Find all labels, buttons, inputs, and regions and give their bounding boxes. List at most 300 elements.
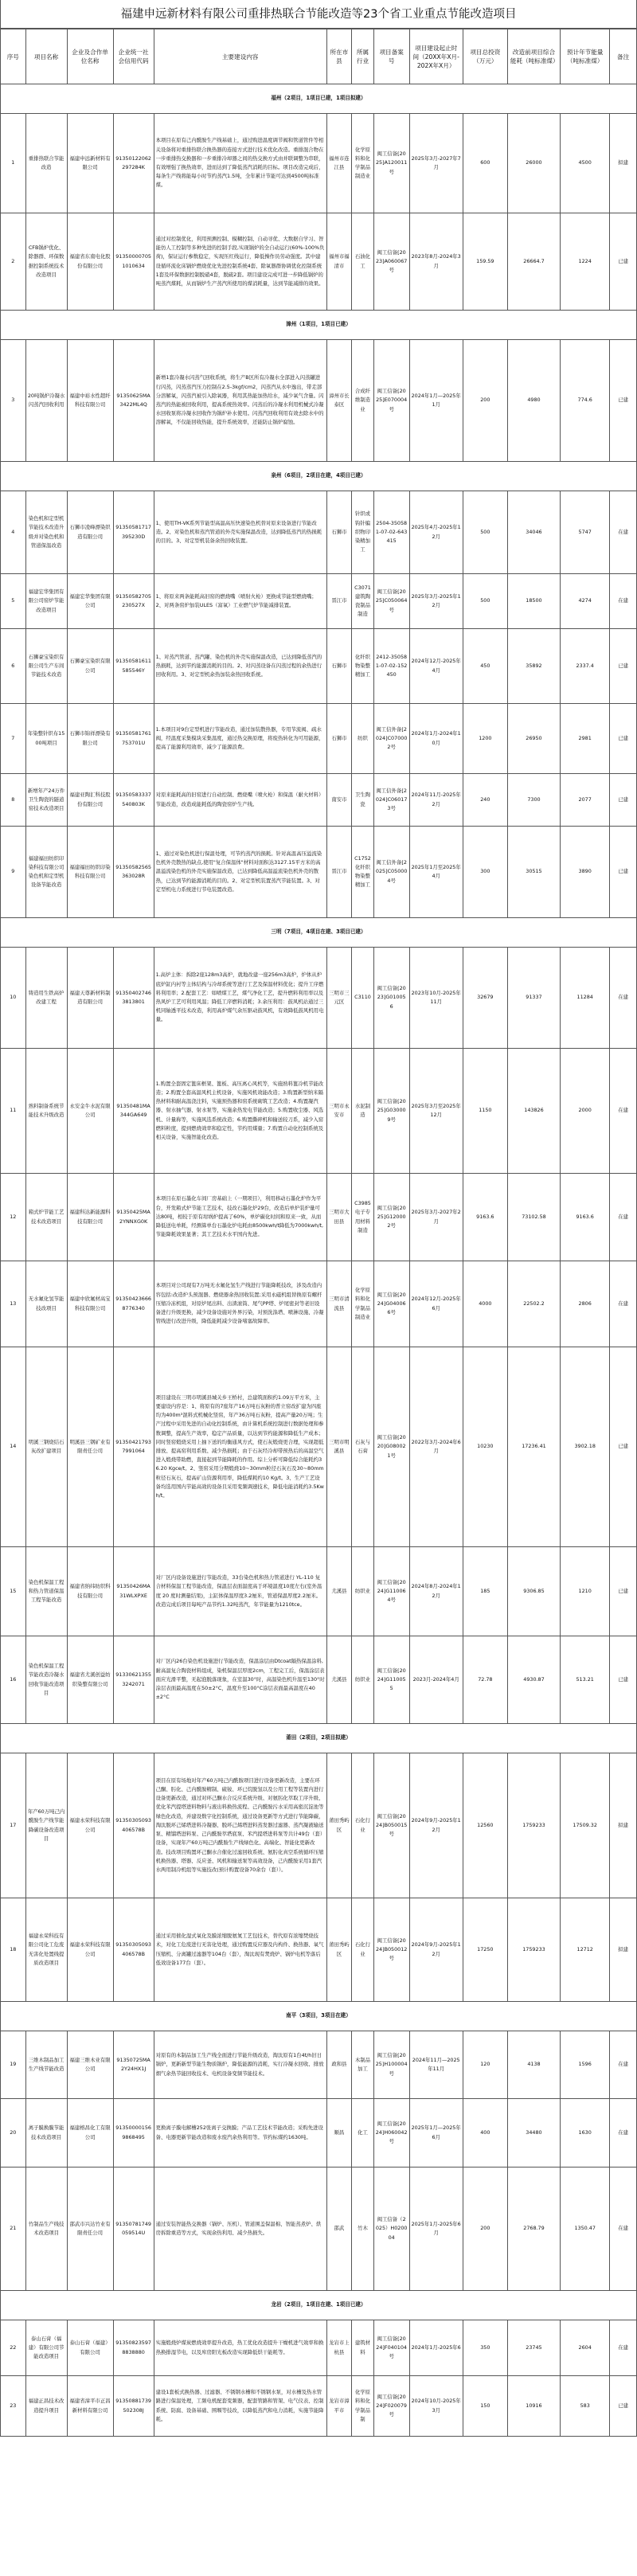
period: 2024年8月-2024年12月	[409, 1547, 463, 1636]
energy-saving: 12712	[561, 1898, 610, 2002]
projects-table	[0, 29, 637, 2437]
investment: 500	[463, 574, 507, 629]
record-no: 闽工信备[2024]G040066号	[373, 1261, 409, 1347]
credit-code: 913508235978838880	[113, 2320, 154, 2376]
build-content: 1、对蒸汽管道、蒸汽罐、染色机的外壳实施保温改造，已达到降低蒸汽的热损耗，达到节约能源消耗的目的。2、对闪蒸设备在闪蒸过程的余热进行回收利用。3、对定型机余热加装余热回收系统。	[154, 629, 326, 704]
credit-code: 91350725MA2Y24HX1J	[113, 2031, 154, 2099]
company-name: 福建省纳纬纺织科技有限公司	[67, 1547, 113, 1636]
period: 2022年3月-2024年6月	[409, 1347, 463, 1547]
build-content: 实施煅烧炉煤炭燃烧效率提升改造，热工优化改造提升干燥机进气效率和换热换排湿节电，以及库房阳光板改造实现降低烘干能耗等。	[154, 2320, 326, 2376]
project-name: 离子膜换膜节能技术改造项目	[25, 2099, 67, 2168]
city: 龙岩市上杭县	[326, 2320, 352, 2376]
energy-saving: 774.6	[561, 340, 610, 462]
energy-saving: 513.21	[561, 1636, 610, 1724]
record-no: 闽工信备[2020]G080021号	[373, 1347, 409, 1547]
energy-saving: 1350.47	[561, 2168, 610, 2291]
investment: 150	[463, 2376, 507, 2437]
header-energy-saving: 预计年节能量（吨标准煤）	[561, 29, 610, 84]
record-no: 闽工信备[2024]F020079号	[373, 2376, 409, 2437]
energy-before: 73102.58	[507, 1174, 560, 1261]
status-note: 在建	[610, 2099, 637, 2168]
period: 2025年1月—2025年6月	[409, 2099, 463, 2168]
investment: 4000	[463, 1261, 507, 1347]
energy-saving: 1630	[561, 2099, 610, 2168]
section-row	[1, 918, 637, 948]
company-name: 福建中欣氟材高宝科技有限公司	[67, 1261, 113, 1347]
investment: 9163.6	[463, 1174, 507, 1261]
credit-code: 91350426MA31WLXPXE	[113, 1547, 154, 1636]
energy-before: 10916	[507, 2376, 560, 2437]
investment: 200	[463, 340, 507, 462]
table-row	[1, 340, 637, 462]
energy-saving: 3890	[561, 827, 610, 918]
industry: C1752化纤织物染整精加工	[352, 827, 374, 918]
project-no: 6	[1, 629, 26, 704]
project-name: 泰山石膏（福建）有限公司节能改造项目	[25, 2320, 67, 2376]
energy-before: 7300	[507, 774, 560, 827]
project-name: 染色机保温工程和热力管道保温工程节能改造	[25, 1547, 67, 1636]
city: 福州市连江县	[326, 114, 352, 213]
city: 南安市	[326, 774, 352, 827]
period: 2025年3月至2025年12月	[409, 1049, 463, 1174]
header-credit-code: 企业统一社会信用代码	[113, 29, 154, 84]
credit-code: 91350881739502308J	[113, 2376, 154, 2437]
status-note: 已建	[610, 774, 637, 827]
project-no: 13	[1, 1261, 26, 1347]
investment: 1150	[463, 1049, 507, 1174]
energy-before: 23745	[507, 2320, 560, 2376]
project-name: 福建正昌技术改造提升项目	[25, 2376, 67, 2437]
project-name: 铸造用生铁高炉改建工程	[25, 948, 67, 1049]
industry: 卫生陶瓷	[352, 774, 374, 827]
energy-saving: 9163.6	[561, 1174, 610, 1261]
build-content: 对原有的木制品加工生产线全面进行节能升级改造，淘汰原有1台4t/h旧日锅炉，更新新型节能生物质锅炉，降低能源的消耗，实行冷凝水回收、排放烟气余热节能回收技术、电机设备变频节能技术。	[154, 2031, 326, 2099]
section-label: 莆田（2项目，2项目拟建）	[1, 1724, 637, 1753]
investment: 350	[463, 2320, 507, 2376]
build-content: 1.高炉主体：拆除2座128m3高炉，就地改建一座256m3高炉，炉体从炉底炉缸内衬等主体结构与冷却系统等进行工艺及保温材料优化；提升工序燃料利用率；2.配套工艺：如喷煤工艺，煤气净化工艺，提升燃料利用率以及热风炉工艺可利用风温；降低工序燃料消耗；3.余压利用：鼓风机站通过三机同轴透平技术改造，利用高炉煤气余压驱动鼓风机，有效降低鼓风机用电量。	[154, 948, 326, 1049]
industry: 化工	[352, 2099, 374, 2168]
project-name: 福建宏华集团有限公司窑炉节能改造项目	[25, 574, 67, 629]
section-row	[1, 2291, 637, 2320]
credit-code: 913504217937991064	[113, 1347, 154, 1547]
section-label: 泉州（6项目，2项目在建，4项目已建）	[1, 462, 637, 491]
header-period: 项目建设起止时间（20XX年X月-202X年X月）	[409, 29, 463, 84]
build-content: 本项目对公司现有7万吨无水氟化氢生产线进行节能降耗技改，涉及改造内容包括:改造炉头预混器、燃烧器余热回收装置;采用永磁机组替换原有螺杆压缩冷冻机组，对原炉尾出料、出渣滚筒、尾气PP塔、炉尾密封等老旧设备进行升级更换，减少设备设施对外界污染，对预洗涤塔、喷淋设施、冷凝管线进行改进升级，降低能耗减少设备堵塞故障率。	[154, 1261, 326, 1347]
energy-saving: 2604	[561, 2320, 610, 2376]
record-no: 闽工信备[2025]C050064号	[373, 574, 409, 629]
build-content: 更换离子膜电解槽252张离子交换膜；产品工艺技术节能改造；采购先进设备、电器更新节能改造和废水废汽余热利用等。节约标煤约1630吨。	[154, 2099, 326, 2168]
record-no: 闽工信备[2025]A120011号	[373, 114, 409, 213]
energy-before: 143826	[507, 1049, 560, 1174]
section-row	[1, 84, 637, 114]
period: 2024年12月-2025年4月	[409, 629, 463, 704]
status-note: 在建	[610, 2031, 637, 2099]
status-note: 在建	[610, 574, 637, 629]
period: 2025年3月-2025年12月	[409, 574, 463, 629]
city: 漳州市长泰区	[326, 340, 352, 462]
credit-code: 91350305093406578B	[113, 1753, 154, 1898]
company-name: 福建永荣科技有限公司	[67, 1898, 113, 2002]
table-row	[1, 704, 637, 774]
status-note: 已建	[610, 1547, 637, 1636]
company-name: 邵武市兴达竹业有限责任公司	[67, 2168, 113, 2291]
credit-code: 91350581717395230D	[113, 491, 154, 574]
project-no: 1	[1, 114, 26, 213]
period: 2025年3月-2027年7月	[409, 114, 463, 213]
city: 三明市明溪县	[326, 1347, 352, 1547]
company-name: 福建榕昌化工有限公司	[67, 2099, 113, 2168]
industry: 化学原料和化学制品制造业	[352, 114, 374, 213]
status-note: 拟建	[610, 114, 637, 213]
investment: 17250	[463, 1898, 507, 2002]
table-row	[1, 629, 637, 704]
company-name: 福建申远新材料有限公司	[67, 114, 113, 213]
page-title: 福建申远新材料有限公司重排热联合节能改造等23个省工业重点节能改造项目	[0, 0, 637, 29]
investment: 240	[463, 774, 507, 827]
status-note: 已建	[610, 213, 637, 311]
project-name: 染色机保温工程节能改造冷凝水回收节能改造项目	[25, 1636, 67, 1724]
industry: 建筑材料	[352, 2320, 374, 2376]
build-content: 项目在原有场地对年产60万吨己内酰胺项目进行设备更新改造，主要在环己酮、肟化、己内酰胺精制、硫铵、环已烷脱氢以及公用工程等装置内进行设备更新改造，通过对环己酮水合反应系统升级、对氨肟化萃取工序升级、优化苯汽提塔进料物料与液出料换热流程、己内酰胺污水采用高密沉淀池等绿色化改造，并建设数字化控制系统，通过设备更新等方式进行节能降碳，淘汰脱环己烯塔进料冷凝器、脱环己烯塔进料蒸发器过滤器、蒸汽凝液输送泵、精馏塔进料泵、己内酰胺萃塔底泵、苯汽提塔进料泵等共计49台（套）设备，实现年产60万吨己内酰胺生产线绿色化、高端化、智能化更新改造。技改项目购置环己酮水合催化过滤回收系统、氨肟化真空系统循环压缩机换热器、塔器、反应釜、风机和输送泵等高效设备，己内酰胺采用1套汽水两用制冷机组等实施技改(预计购置设备70余台（套））。	[154, 1753, 326, 1898]
company-name: 永安金牛水泥有限公司	[67, 1049, 113, 1174]
company-name: 福建中裕水性超纤科技有限公司	[67, 340, 113, 462]
build-content: 对原来能耗高的旧窑进行自动控制、燃烧嘴（喷火枪）和保温（耐火材料）节能改造，改造成能耗低的陶瓷窑炉生产线。	[154, 774, 326, 827]
header-investment: 项目总投资（万元）	[463, 29, 507, 84]
investment: 400	[463, 2099, 507, 2168]
project-name: 20吨锅炉冷凝水闪蒸汽回收利用	[25, 340, 67, 462]
status-note: 在建	[610, 948, 637, 1049]
city: 石狮市	[326, 491, 352, 574]
record-no: 闽工信外备[2024]C070002号	[373, 704, 409, 774]
record-no: 闽工信备[2024]G110055	[373, 1636, 409, 1724]
city: 莆田秀屿区	[326, 1753, 352, 1898]
project-name: 福建福田纺织印染科技有限公司染色机和定型机设备节能改造	[25, 827, 67, 918]
city: 莆田秀屿区	[326, 1898, 352, 2002]
build-content: 对厂区内26台染色机设施进行节能改造，保温涂层由Dtcoat隔热保温涂料,耐高温复合陶瓷材料组成，染机保温层厚度2cm，工程完工后，保温涂层表面应光滑平整，无起泡脱落现象，在室温30°时，高温染色机升温至130°时涂层表面最高温度在50±2°C，温度升至100°C涂层表面最高温度在40±2°C	[154, 1636, 326, 1724]
build-content: 1.购置全套固定篦床框架、篦板、高压离心风机等，实施熟料篦冷机节能改造；2.购置全套高温风机主机设备，实施风机效能改造；3.购置新型纳米隔热材料和耐高温浇注料，实施预热器和窑系统砌筑工艺改造；4.购置凝汽器、射水抽气器、射水泵等，实施余热发电节能改造；5.购置收尘器、风选机、计量称等，实施风选系统改造；6.购置撕碎机和输送较刀系，减少入窑燃料粒度，提到燃烧效率和稳定性，节约用煤量；7.购置自动化控制系统及相关设备，实施智能化改造。	[154, 1049, 326, 1174]
period: 2023年8月-2024年3月	[409, 213, 463, 311]
industry: 石灰与石膏	[352, 1347, 374, 1547]
energy-before: 4138	[507, 2031, 560, 2099]
section-label: 三明（7项目，4项目在建、3项目已建）	[1, 918, 637, 948]
credit-code: 91350481MA344GA649	[113, 1049, 154, 1174]
energy-before: 18500	[507, 574, 560, 629]
header-city: 所在市县	[326, 29, 352, 84]
project-no: 18	[1, 1898, 26, 2002]
project-name: 年染整针织布1500吨项目	[25, 704, 67, 774]
section-label: 漳州（1项目，1项目已建）	[1, 311, 637, 340]
energy-before: 1759233	[507, 1753, 560, 1898]
city: 三明市永安市	[326, 1049, 352, 1174]
investment: 600	[463, 114, 507, 213]
industry: 化学原料和化学制品制	[352, 2376, 374, 2437]
build-content: 1、通过对染色机进行保温处理，可节约蒸汽的损耗。针对高温高压溢流染色机外壳散热的缺点,使用"复合保温体"材料对面积达3127.15平方米的高温溢流染色机的外壳实施保温改造，已达到降低高温溢流染色机外壳的散热，已达到节约能源消耗的目的。2、对定型机装置蒸汽节能装置。3、对定型机电力系统进行节电装置改造。	[154, 827, 326, 918]
energy-before: 1759233	[507, 1898, 560, 2002]
industry: 针织或钩针编织物印染精加工	[352, 491, 374, 574]
industry: C3110	[352, 948, 374, 1049]
section-label: 南平（3项目，3项目在建）	[1, 2002, 637, 2031]
project-name: 年产60万吨己内酰胺生产线节能降碳设备改造项目	[25, 1753, 67, 1898]
table-row	[1, 2376, 637, 2437]
industry: 纺织	[352, 704, 374, 774]
project-no: 9	[1, 827, 26, 918]
credit-code: 913306213553242071	[113, 1636, 154, 1724]
industry: 纺织业	[352, 1547, 374, 1636]
header-content: 主要建设内容	[154, 29, 326, 84]
energy-saving: 2337.4	[561, 629, 610, 704]
energy-saving: 4274	[561, 574, 610, 629]
company-name: 石狮豪宝染织有限公司	[67, 629, 113, 704]
record-no: 闽工信备[2025]E070004号	[373, 340, 409, 462]
industry: 石化行业	[352, 1898, 374, 2002]
credit-code: 91350781749059514U	[113, 2168, 154, 2291]
investment: 500	[463, 491, 507, 574]
table-body	[1, 84, 637, 2437]
project-name: 三维木制品加工生产线节能改造	[25, 2031, 67, 2099]
project-name: 新增年产24万件卫生陶瓷的隧道窑技术改造项目	[25, 774, 67, 827]
period: 2023年10月-2025年11月	[409, 948, 463, 1049]
company-name: 泰山石膏（福建）有限公司	[67, 2320, 113, 2376]
period: 2024年9月-2025年12月	[409, 1898, 463, 2002]
section-row	[1, 462, 637, 491]
section-row	[1, 311, 637, 340]
project-name: 福建永荣科技有限公司化工危废无害化处置线提质改造项目	[25, 1898, 67, 2002]
energy-before: 26000	[507, 114, 560, 213]
project-no: 22	[1, 2320, 26, 2376]
energy-before: 26950	[507, 704, 560, 774]
project-no: 8	[1, 774, 26, 827]
status-note: 已建	[610, 827, 637, 918]
city: 石狮市	[326, 704, 352, 774]
project-name: 熟料制备系统节能技术升级改造	[25, 1049, 67, 1174]
project-no: 3	[1, 340, 26, 462]
project-no: 10	[1, 948, 26, 1049]
investment: 300	[463, 827, 507, 918]
table-row	[1, 114, 637, 213]
record-no: 闽工信备[2024]G110064号	[373, 1547, 409, 1636]
city: 三明市清流县	[326, 1261, 352, 1347]
header-company: 企业及合作单位名称	[67, 29, 113, 84]
section-row	[1, 2002, 637, 2031]
industry: 化纤织物染整精加工	[352, 629, 374, 704]
record-no: 闽工信备[2024]H060042号	[373, 2099, 409, 2168]
industry: C3985电子专用材料制造	[352, 1174, 374, 1261]
city: 尤溪县	[326, 1636, 352, 1724]
energy-before: 9306.85	[507, 1547, 560, 1636]
energy-saving: 11284	[561, 948, 610, 1049]
energy-saving: 2806	[561, 1261, 610, 1347]
project-no: 19	[1, 2031, 26, 2099]
energy-saving: 5747	[561, 491, 610, 574]
city: 晋江市	[326, 827, 352, 918]
record-no: 闽工信备[2025]H100004号	[373, 2031, 409, 2099]
city: 龙岩市漳平市	[326, 2376, 352, 2437]
project-no: 14	[1, 1347, 26, 1547]
energy-before: 30515	[507, 827, 560, 918]
project-name: 重排热联合节能改造	[25, 114, 67, 213]
table-row	[1, 1898, 637, 2002]
table-row	[1, 2320, 637, 2376]
header-note: 备注	[610, 29, 637, 84]
energy-before: 34480	[507, 2099, 560, 2168]
period: 2024年1月-2024年10月	[409, 704, 463, 774]
period: 2025年3月-2027年2月	[409, 1174, 463, 1261]
energy-saving: 17509.32	[561, 1753, 610, 1898]
period: 2024年1月—2025年1月	[409, 340, 463, 462]
company-name: 福建省尤溪创益纺织染整有限公司	[67, 1636, 113, 1724]
city: 邵武	[326, 2168, 352, 2291]
project-no: 23	[1, 2376, 26, 2437]
project-no: 11	[1, 1049, 26, 1174]
industry: 合成纤维制造业	[352, 340, 374, 462]
credit-code: 91350582705230527X	[113, 574, 154, 629]
record-no: 闽工信备[2025]G120002号	[373, 1174, 409, 1261]
company-name: 明溪县三钢矿业有限责任公司	[67, 1347, 113, 1547]
energy-saving: 2077	[561, 774, 610, 827]
company-name: 福建天尊新材料制造有限公司	[67, 948, 113, 1049]
header-industry: 所属行业	[352, 29, 374, 84]
project-no: 4	[1, 491, 26, 574]
table-row	[1, 2099, 637, 2168]
table-row	[1, 574, 637, 629]
investment: 32679	[463, 948, 507, 1049]
status-note: 已建	[610, 1636, 637, 1724]
build-content: 通过安装智能热交换器（锅炉、压机）、管道围盖保温棉、智能蒸煮炉、烘房拆除重造等方式，实现余热利用、减少热损失。	[154, 2168, 326, 2291]
company-name: 福建三维木业有限公司	[67, 2031, 113, 2099]
city: 福州市福清市	[326, 213, 352, 311]
energy-before: 4930.87	[507, 1636, 560, 1724]
record-no: 闽工信备[2023]A060067号	[373, 213, 409, 311]
city: 三明市三元区	[326, 948, 352, 1049]
investment: 10230	[463, 1347, 507, 1547]
company-name: 石狮市锦祥漂染有限公司	[67, 704, 113, 774]
build-content: 1、使用TH-VK系列节能型高温高压快速染色机替对原来设备进行节能改造。2、对染色机和蒸汽管道的外壳实施保温改造，达到降低蒸汽的热损耗的目的。3、对定型机装备余热回收装置。	[154, 491, 326, 574]
status-note: 拟建	[610, 1898, 637, 2002]
status-note: 已建	[610, 2376, 637, 2437]
record-no: 闽工信备[2023]G010056	[373, 948, 409, 1049]
investment: 12560	[463, 1753, 507, 1898]
section-row	[1, 1724, 637, 1753]
project-no: 16	[1, 1636, 26, 1724]
energy-saving: 1210	[561, 1547, 610, 1636]
energy-saving: 2981	[561, 704, 610, 774]
status-note: 在建	[610, 1261, 637, 1347]
period: 2024年12月-2025年6月	[409, 1261, 463, 1347]
credit-code: 913504027463813801	[113, 948, 154, 1049]
project-name: 竹制品生产线技术改造项目	[25, 2168, 67, 2291]
credit-code: 91350581611585546Y	[113, 629, 154, 704]
header-energy-before: 改造前项目综合能耗（吨标准煤）	[507, 29, 560, 84]
status-note: 在建	[610, 491, 637, 574]
project-no: 20	[1, 2099, 26, 2168]
table-row	[1, 1174, 637, 1261]
period: 2025年1月至2025年4月	[409, 827, 463, 918]
credit-code: 91350305093406578B	[113, 1898, 154, 2002]
company-name: 福建省东南电化股份有限公司	[67, 213, 113, 311]
credit-code: 91350581761753701U	[113, 704, 154, 774]
header-row	[1, 29, 637, 84]
company-name: 福建亚陶汇科技股份有限公司	[67, 774, 113, 827]
company-name: 福建宏华集团有限公司	[67, 574, 113, 629]
company-name: 福建福田纺织印染科技有限公司	[67, 827, 113, 918]
investment: 159.59	[463, 213, 507, 311]
energy-before: 34046	[507, 491, 560, 574]
record-no: 闽工信外备[2024]C060173号	[373, 774, 409, 827]
table-row	[1, 491, 637, 574]
credit-code: 91350122062297284K	[113, 114, 154, 213]
period: 2024年1月-2025年6	[409, 2320, 463, 2376]
status-note: 拟建	[610, 1753, 637, 1898]
period: 2024年10月-2025年3月	[409, 2376, 463, 2437]
build-content: 通过采用催化湿式氧化及膜浓缩脱氨氮工艺包技术，替代原有浓缩焚烧技术，对化工危废进行无害化处理，通过购置反应器及内构件、换热器、氧气压缩机、分离罐过滤器等104台（套），淘汰现有焚烧炉、锅炉电机等落后低效设备177台（套）。	[154, 1898, 326, 2002]
project-name: 染色机和定型机节能技术改造升级并对染色机和管道保温改造	[25, 491, 67, 574]
project-no: 21	[1, 2168, 26, 2291]
period: 2025年1月-2025年6月	[409, 2168, 463, 2291]
status-note: 已建	[610, 704, 637, 774]
table-row	[1, 1347, 637, 1547]
project-name: 无水氟化氢节能技改项目	[25, 1261, 67, 1347]
build-content: 对厂区内设备设施进行节能改造，33台染色机和热力管道进行 YL-110 复合材料保温工程节能改造，保温层表面温度高于环境温度10度左右(室外温度 20 度时测量结果)，主缸体保温厚度3.2厘米，管道保温厚度2.2厘米。改造完成后项目每吨产品节约1.32吨蒸汽，年节能量为1210tce。	[154, 1547, 326, 1636]
energy-saving: 4500	[561, 114, 610, 213]
project-no: 12	[1, 1174, 26, 1261]
section-label: 福州（2项目，1项目已建，1项目拟建）	[1, 84, 637, 114]
energy-saving: 1596	[561, 2031, 610, 2099]
table-row	[1, 1049, 637, 1174]
project-name: CFB锅炉优化、除器群、环保数据控制系统技术改造项目	[25, 213, 67, 311]
record-no: 闽工信备[2024]B050015号	[373, 1753, 409, 1898]
status-note: 已建	[610, 340, 637, 462]
credit-code: 913500001569868495	[113, 2099, 154, 2168]
industry: 石油化工	[352, 213, 374, 311]
table-row	[1, 1636, 637, 1724]
company-name: 福建科达新能源科技有限公司	[67, 1174, 113, 1261]
record-no: 闽工信备[2024]F040104号	[373, 2320, 409, 2376]
investment: 450	[463, 629, 507, 704]
energy-saving: 583	[561, 2376, 610, 2437]
table-row	[1, 2031, 637, 2099]
credit-code: 91350425MA2YNNXG0K	[113, 1174, 154, 1261]
investment: 200	[463, 2168, 507, 2291]
energy-before: 17236.41	[507, 1347, 560, 1547]
industry: 石化行业	[352, 1753, 374, 1898]
record-no: 闽工信外备[2025]C050004号	[373, 827, 409, 918]
energy-saving: 1224	[561, 213, 610, 311]
build-content: 本项目在原石墨化车间厂房基础上（一期项目），利用移动石墨化炉作为平台，开发箱式炉节能工艺技术，技改石墨化炉29台，改造后单炉装炉量可达80吨，相较于原有坩埚炉提高了60%，单炉碳化时间和原来一致，从而降低送电单耗，经测算单台石墨化炉电耗由8500kwh/t降低为7000kwh/t,节能降耗效果显著；其工艺技术水平国内先进。	[154, 1174, 326, 1261]
build-content: 项目建设在三明市明溪县城关乡王桥村，总建筑面积约1.09万平方米，主要建设内容是：1、将原有的7座年产16万吨石灰粉的普立窑改扩建为四座均为400m³混料式机械化竖窑，年产36万吨石灰粉，提高产量20万吨；生产过程中采用先进的自动化控制系统，由计算机系统控制进行数据处理和参数调整，提高生产效率，稳定产品质量，以达到节约能源和降低生产成本；同时竖窑煅烧采用上抽下送的均衡通风方式，使石灰煅烧更合理，实现超低排放、提高窑利用系数、减少热损耗；由于石灰经冷却带预热后的高温空气进入煅烧带助燃，直接起到节能降耗的作用。综上分析可降低综合能耗约36.20 Kgce/t。2、竖窑采用分期煅烧10~30mm粒径石灰石及30~80mm粒径石灰石，提高矿山资源利用率，降低煤耗约10 Kg/t。3、生产工艺设备均选用国内节能高效的设备且采用变频调速技术，降低电能消耗约3.5Kwh/t。	[154, 1347, 326, 1547]
energy-saving: 2000	[561, 1049, 610, 1174]
city: 尤溪县	[326, 1547, 352, 1636]
record-no: 2504-350581-07-02-643415	[373, 491, 409, 574]
status-note: 已建	[610, 1347, 637, 1547]
investment: 1200	[463, 704, 507, 774]
city: 晋江市	[326, 574, 352, 629]
period: 2025年4月-2025年12月	[409, 491, 463, 574]
project-no: 15	[1, 1547, 26, 1636]
header-no: 序号	[1, 29, 26, 84]
build-content: 新增1套冷凝水闪蒸气回收系统，将生产B区所有冷凝水全部进入闪蒸罐进行闪蒸，闪蒸蒸汽压力控制在2.5-3kgf/cm2，闪蒸汽从水中逸出，带走部分溶解氧，闪蒸汽被引入除氧器，利用其热能加热给水，减少氧气含量。闪蒸汽的热能被回收利用，提高系统热效率。闪蒸后的冷凝水利用机械式冷凝水回收泵将冷凝水回收作为锅炉补水使用。闪蒸汽回收利用有效去除水中的溶解氧，不仅能回收热能，提升系统效率，还能防止锅炉腐蚀。	[154, 340, 326, 462]
status-note: 在建	[610, 1049, 637, 1174]
energy-before: 26664.7	[507, 213, 560, 311]
status-note: 在建	[610, 1174, 637, 1261]
table-row	[1, 948, 637, 1049]
build-content: 通过对控制优化，利用预测控制、模糊控制、自动寻优、大数据自学习、智能仿人工控制等多种先进的控制手段,实现锅炉的全自动运行(60%-100%负荷)，保证运行参数稳定，实现压红线运行，降低操作员劳动强度。其中建设循环流化床锅炉燃烧优化先进控制系统4套、除氧器群协调优化控制系统1套及环保数据控制脱硝4套，脱硫2套。项目建设完成可进一步降低锅炉的吨蒸汽煤耗，从而锅炉生产蒸汽所使用的煤消耗量，达到节能减排的效果。	[154, 213, 326, 311]
energy-before: 35892	[507, 629, 560, 704]
table-row	[1, 1753, 637, 1898]
table-row	[1, 774, 637, 827]
energy-before: 2768.79	[507, 2168, 560, 2291]
build-content: 建设1套板式换热器、过滤器、不锈钢水槽和不锈钢水泵，对水槽及热水管路进行保温处理，工频电机配套变频器，配套管路和管架、电气仪表、控制系统、防腐、设备基础、围堰等技改，以降低蒸汽和电力消耗，实施节能降耗。	[154, 2376, 326, 2437]
record-no: 闽工信备[2024]B050012号	[373, 1898, 409, 2002]
